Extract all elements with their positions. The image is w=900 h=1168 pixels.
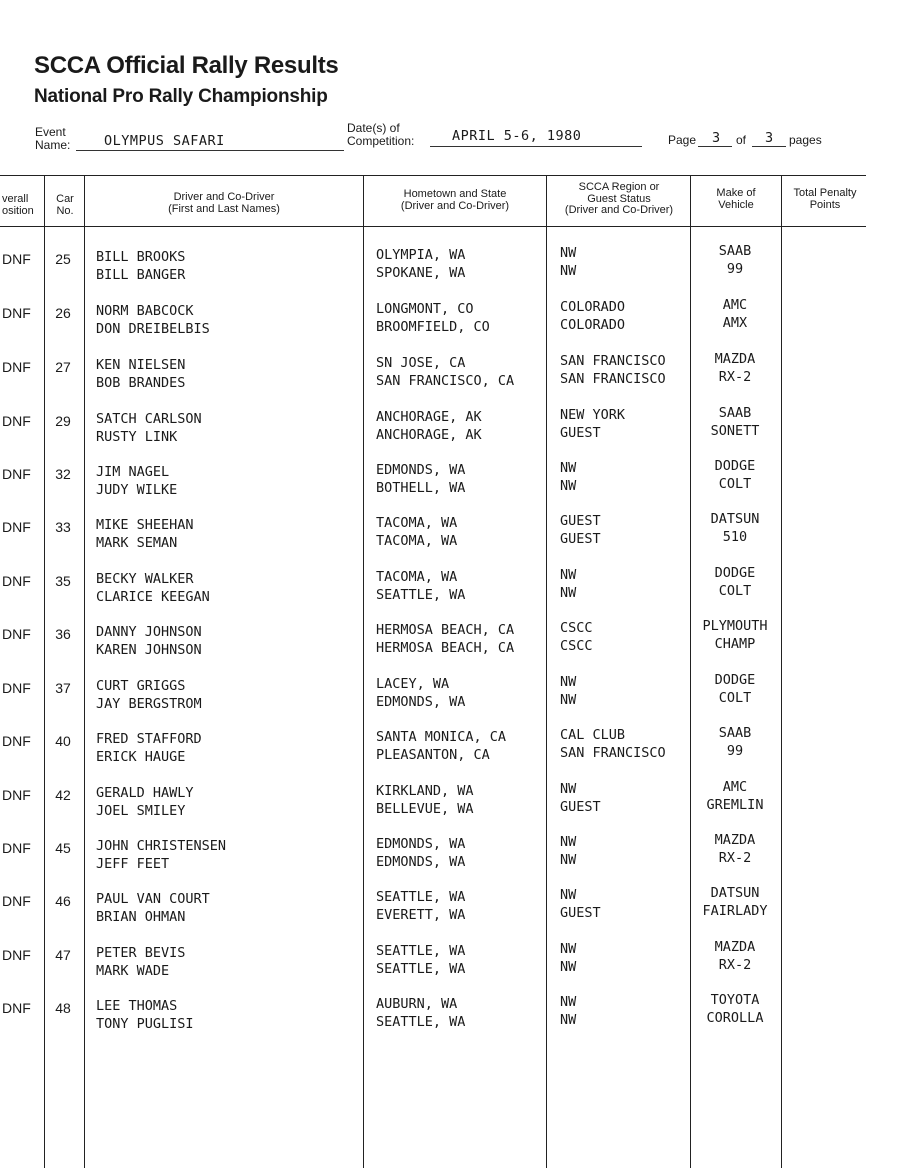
driver-cell: NORM BABCOCK [96,303,194,319]
document-title: SCCA Official Rally Results [34,52,339,79]
driver-cell: MIKE SHEEHAN [96,517,194,533]
driver-cell: CURT GRIGGS [96,678,186,694]
hometown-driver-cell: SEATTLE, WA [376,943,466,959]
codriver-cell: TONY PUGLISI [96,1016,194,1032]
header-bottom-rule [0,226,866,227]
car-number-cell: 29 [55,413,71,429]
make-cell: PLYMOUTH [702,618,768,634]
car-number-cell: 45 [55,840,71,856]
hometown-driver-cell: SEATTLE, WA [376,889,466,905]
hometown-driver-cell: SANTA MONICA, CA [376,729,507,745]
hometown-codriver-cell: PLEASANTON, CA [376,747,490,763]
driver-cell: GERALD HAWLY [96,785,194,801]
hometown-codriver-cell: EDMONDS, WA [376,854,466,870]
region-codriver-cell: CSCC [560,638,593,654]
hometown-codriver-cell: EVERETT, WA [376,907,466,923]
table-top-rule [0,175,866,176]
car-number-cell: 26 [55,305,71,321]
region-driver-cell: NW [560,834,577,850]
hometown-driver-cell: TACOMA, WA [376,569,458,585]
hometown-codriver-cell: ANCHORAGE, AK [376,427,482,443]
hometown-driver-cell: EDMONDS, WA [376,462,466,478]
region-codriver-cell: GUEST [560,425,601,441]
car-number-cell: 27 [55,359,71,375]
position-cell: DNF [2,893,31,909]
model-cell: 99 [726,743,744,759]
make-cell: DODGE [714,565,756,581]
car-number-cell: 40 [55,733,71,749]
car-number-cell: 48 [55,1000,71,1016]
hometown-codriver-cell: SAN FRANCISCO, CA [376,373,515,389]
driver-cell: BECKY WALKER [96,571,194,587]
table-row [0,939,866,995]
table-row [0,243,866,299]
col-header-penalty: Total Penalty Points [793,187,857,211]
position-cell: DNF [2,305,31,321]
hometown-codriver-cell: SEATTLE, WA [376,587,466,603]
make-cell: DODGE [714,672,756,688]
region-driver-cell: CAL CLUB [560,727,626,743]
table-row [0,618,866,674]
col-header-hometown: Hometown and State (Driver and Co-Driver) [400,188,510,212]
region-driver-cell: NW [560,460,577,476]
codriver-cell: JOEL SMILEY [96,803,186,819]
page-number: 3 [712,130,721,146]
make-cell: DODGE [714,458,756,474]
table-row [0,511,866,567]
region-codriver-cell: SAN FRANCISCO [560,371,666,387]
codriver-cell: ERICK HAUGE [96,749,186,765]
position-cell: DNF [2,733,31,749]
position-cell: DNF [2,519,31,535]
hometown-codriver-cell: HERMOSA BEACH, CA [376,640,515,656]
region-driver-cell: SAN FRANCISCO [560,353,666,369]
model-cell: COLT [718,690,752,706]
codriver-cell: JUDY WILKE [96,482,178,498]
make-cell: AMC [722,297,748,313]
model-cell: RX-2 [718,957,752,973]
hometown-codriver-cell: EDMONDS, WA [376,694,466,710]
region-codriver-cell: GUEST [560,799,601,815]
driver-cell: SATCH CARLSON [96,411,202,427]
model-cell: COLT [718,583,752,599]
driver-cell: FRED STAFFORD [96,731,202,747]
document-subtitle: National Pro Rally Championship [34,86,328,107]
region-driver-cell: NW [560,567,577,583]
page-underline [698,146,732,147]
hometown-driver-cell: LACEY, WA [376,676,450,692]
event-label: Event Name: [35,125,71,152]
col-header-position: verall osition [2,193,34,217]
model-cell: FAIRLADY [702,903,768,919]
codriver-cell: BILL BANGER [96,267,186,283]
position-cell: DNF [2,1000,31,1016]
hometown-driver-cell: AUBURN, WA [376,996,458,1012]
codriver-cell: JEFF FEET [96,856,170,872]
driver-cell: DANNY JOHNSON [96,624,202,640]
make-cell: MAZDA [714,832,756,848]
make-cell: AMC [722,779,748,795]
hometown-driver-cell: KIRKLAND, WA [376,783,474,799]
car-number-cell: 42 [55,787,71,803]
region-codriver-cell: GUEST [560,905,601,921]
table-row [0,297,866,353]
model-cell: COLT [718,476,752,492]
position-cell: DNF [2,466,31,482]
table-row [0,458,866,514]
region-codriver-cell: SAN FRANCISCO [560,745,666,761]
make-cell: MAZDA [714,351,756,367]
model-cell: RX-2 [718,850,752,866]
region-codriver-cell: NW [560,263,577,279]
make-cell: TOYOTA [710,992,760,1008]
table-row [0,992,866,1048]
make-cell: MAZDA [714,939,756,955]
codriver-cell: BRIAN OHMAN [96,909,186,925]
codriver-cell: RUSTY LINK [96,429,178,445]
model-cell: AMX [722,315,748,331]
page-label: Page [668,133,697,147]
event-name: OLYMPUS SAFARI [104,133,225,149]
table-row [0,725,866,781]
model-cell: GREMLIN [706,797,764,813]
hometown-codriver-cell: BELLEVUE, WA [376,801,474,817]
region-driver-cell: NW [560,941,577,957]
table-row [0,885,866,941]
driver-cell: PAUL VAN COURT [96,891,210,907]
make-cell: SAAB [718,243,752,259]
position-cell: DNF [2,573,31,589]
model-cell: CHAMP [714,636,756,652]
car-number-cell: 35 [55,573,71,589]
position-cell: DNF [2,251,31,267]
hometown-codriver-cell: SEATTLE, WA [376,961,466,977]
table-row [0,405,866,461]
codriver-cell: KAREN JOHNSON [96,642,202,658]
hometown-driver-cell: OLYMPIA, WA [376,247,466,263]
total-underline [752,146,786,147]
hometown-codriver-cell: TACOMA, WA [376,533,458,549]
table-row [0,832,866,888]
make-cell: SAAB [718,725,752,741]
codriver-cell: DON DREIBELBIS [96,321,210,337]
model-cell: SONETT [710,423,760,439]
date-value: APRIL 5-6, 1980 [452,128,582,144]
hometown-codriver-cell: SEATTLE, WA [376,1014,466,1030]
driver-cell: BILL BROOKS [96,249,186,265]
make-cell: DATSUN [710,885,760,901]
hometown-driver-cell: LONGMONT, CO [376,301,474,317]
table-row [0,565,866,621]
region-driver-cell: NW [560,781,577,797]
col-header-car: Car No. [56,193,74,217]
model-cell: 510 [722,529,748,545]
car-number-cell: 46 [55,893,71,909]
codriver-cell: CLARICE KEEGAN [96,589,210,605]
position-cell: DNF [2,680,31,696]
region-driver-cell: NW [560,674,577,690]
driver-cell: JIM NAGEL [96,464,170,480]
driver-cell: PETER BEVIS [96,945,186,961]
driver-cell: LEE THOMAS [96,998,178,1014]
car-number-cell: 36 [55,626,71,642]
model-cell: COROLLA [706,1010,764,1026]
position-cell: DNF [2,840,31,856]
driver-cell: JOHN CHRISTENSEN [96,838,227,854]
codriver-cell: MARK SEMAN [96,535,178,551]
col-header-driver: Driver and Co-Driver (First and Last Names) [168,191,280,215]
date-label: Date(s) of Competition: [347,121,415,148]
hometown-driver-cell: ANCHORAGE, AK [376,409,482,425]
codriver-cell: JAY BERGSTROM [96,696,202,712]
make-cell: DATSUN [710,511,760,527]
page-total: 3 [765,130,774,146]
col-header-region: SCCA Region or Guest Status (Driver and Co-Driver) [564,181,674,216]
codriver-cell: MARK WADE [96,963,170,979]
position-cell: DNF [2,359,31,375]
region-codriver-cell: NW [560,692,577,708]
hometown-driver-cell: TACOMA, WA [376,515,458,531]
position-cell: DNF [2,626,31,642]
region-codriver-cell: NW [560,585,577,601]
region-driver-cell: CSCC [560,620,593,636]
table-row [0,779,866,835]
event-underline [76,150,344,151]
region-driver-cell: GUEST [560,513,601,529]
hometown-driver-cell: HERMOSA BEACH, CA [376,622,515,638]
region-codriver-cell: GUEST [560,531,601,547]
date-underline [430,146,642,147]
hometown-codriver-cell: SPOKANE, WA [376,265,466,281]
region-codriver-cell: NW [560,959,577,975]
car-number-cell: 32 [55,466,71,482]
pages-label: pages [789,133,822,147]
position-cell: DNF [2,413,31,429]
car-number-cell: 37 [55,680,71,696]
table-row [0,351,866,407]
position-cell: DNF [2,787,31,803]
region-codriver-cell: NW [560,1012,577,1028]
region-driver-cell: NEW YORK [560,407,626,423]
hometown-codriver-cell: BROOMFIELD, CO [376,319,490,335]
region-codriver-cell: NW [560,478,577,494]
table-row [0,672,866,728]
car-number-cell: 25 [55,251,71,267]
car-number-cell: 47 [55,947,71,963]
region-driver-cell: COLORADO [560,299,626,315]
col-header-make: Make of Vehicle [716,187,756,211]
hometown-codriver-cell: BOTHELL, WA [376,480,466,496]
codriver-cell: BOB BRANDES [96,375,186,391]
driver-cell: KEN NIELSEN [96,357,186,373]
hometown-driver-cell: SN JOSE, CA [376,355,466,371]
region-codriver-cell: NW [560,852,577,868]
of-label: of [736,133,747,147]
hometown-driver-cell: EDMONDS, WA [376,836,466,852]
car-number-cell: 33 [55,519,71,535]
region-driver-cell: NW [560,245,577,261]
region-driver-cell: NW [560,994,577,1010]
make-cell: SAAB [718,405,752,421]
region-driver-cell: NW [560,887,577,903]
position-cell: DNF [2,947,31,963]
model-cell: RX-2 [718,369,752,385]
model-cell: 99 [726,261,744,277]
region-codriver-cell: COLORADO [560,317,626,333]
